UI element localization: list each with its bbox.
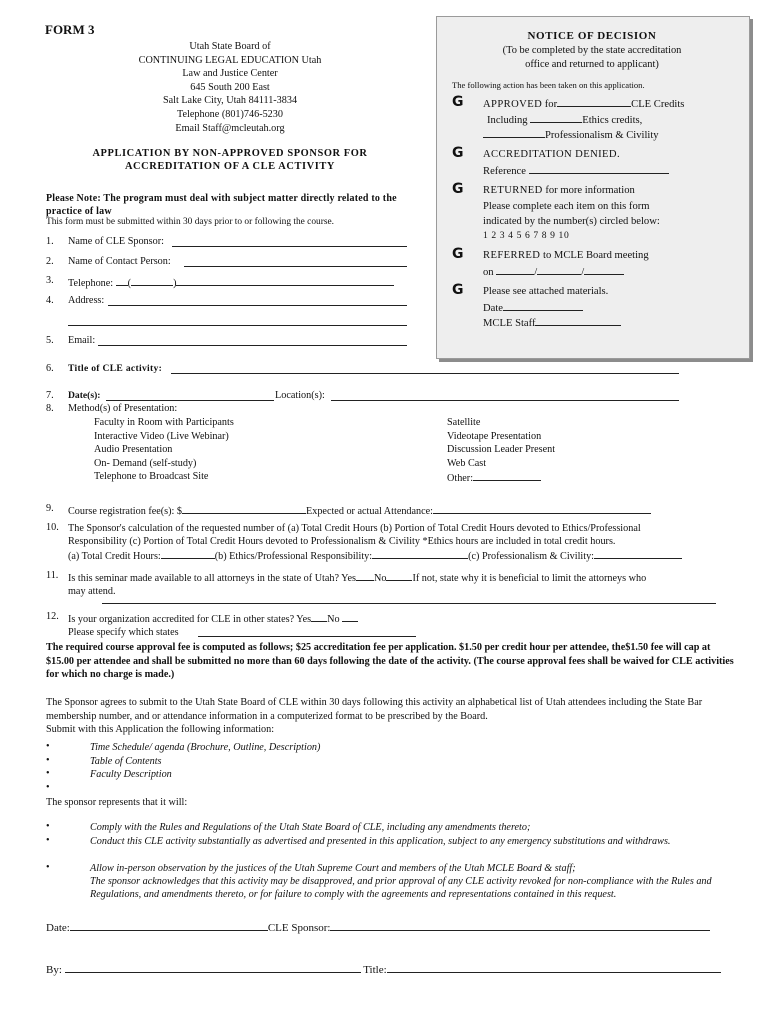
sponsor-acknowledgement: The sponsor acknowledges that this activity may be disapproved, and prior approval of any CLE activity revoked for non-compliance with the Rules and Regulations, and amendments thereto, or for failure to comply with the agreements and representations contained in this request. [90,876,712,901]
presentation-method-label: Method(s) of Presentation: [68,403,178,414]
credit-hours-text [68,522,682,563]
returned-option [483,183,635,199]
header-line: 645 South 200 East [190,81,270,93]
application-title [60,147,400,173]
meeting-year-field[interactable] [584,264,624,275]
approved-option [483,96,684,113]
returned-checkbox[interactable]: G [452,181,464,197]
meeting-day-field[interactable] [537,264,581,275]
statewide-reason-prompt: If not, state why it is beneficial to limit the attorneys who [412,573,647,584]
telephone-row [68,275,394,289]
method-list-right [447,416,555,486]
date-separator: / [534,267,538,278]
signature-title-field[interactable] [387,962,721,973]
statewide-no-field[interactable] [386,570,412,581]
cle-sponsor-field[interactable] [330,920,710,931]
signature-date-row [46,920,710,934]
referred-checkbox[interactable]: G [452,246,464,262]
header-line: Email Staff@mcleutah.org [175,122,285,134]
professionalism-hours-field[interactable] [594,548,682,559]
activity-title-field[interactable] [171,373,679,374]
date-label: Date [483,303,503,314]
represent-item: Comply with the Rules and Regulations of the Utah State Board of CLE, including any amendments thereto; [90,822,531,833]
bullet: • [46,862,50,873]
method-list-left [94,416,234,484]
credit-hours-fields [68,548,682,563]
denied-checkbox[interactable]: G [452,145,464,161]
practice-of-law-note: Please Note: The program must deal with subject matter directly related to the practice of law [46,193,397,217]
referred-option [483,248,649,264]
returned-text: for more information [545,185,635,196]
approved-for-text: for [544,99,558,110]
ethics-credits-label: Ethics credits, [582,115,643,126]
attendance-field[interactable] [433,503,651,514]
decision-subtitle [436,44,748,72]
question-number: 3. [46,275,54,286]
decision-intro: The following action has been taken on this application. [452,80,645,90]
decision-subtitle-line: (To be completed by the state accreditation [502,45,682,56]
represent-item: Allow in-person observation by the justices of the Utah Supreme Court and members of the Utah MCLE Board & staff; [90,863,576,874]
statewide-availability-text [68,570,646,598]
bullet: • [46,835,50,846]
question-number: 5. [46,335,54,346]
mcle-staff-field[interactable] [535,315,621,326]
method-option[interactable]: Faculty in Room with Participants [94,417,234,428]
represent-item: Conduct this CLE activity substantially as advertised and presented in this application, subject to any emergency substitutions and withdraws. [90,836,671,847]
header-line: Law and Justice Center [182,68,278,80]
reference-label: Reference [483,166,526,177]
form-number: FORM 3 [45,22,95,37]
application-title-line: APPLICATION BY NON-APPROVED SPONSOR FOR [92,148,368,159]
referred-label: REFERRED [483,250,541,261]
professionalism-field[interactable] [483,127,545,138]
registration-fee-label: Course registration fee(s): $ [68,506,183,517]
method-option[interactable]: Audio Presentation [94,444,173,455]
question-number: 8. [46,403,54,414]
ethics-hours-label: (b) Ethics/Professional Responsibility: [214,551,373,562]
statewide-question-row [68,570,646,585]
meeting-date-row [483,264,624,281]
reference-row [483,163,669,180]
no-label: No [374,573,387,584]
contact-person-field[interactable] [184,266,407,267]
professionalism-hours-label: (c) Professionalism & Civility: [468,551,595,562]
credit-hours-line: The Sponsor's calculation of the requested number of (a) Total Credit Hours (b) Portion of Total Credit Hours devoted to Ethics/Professional [68,523,641,534]
attached-date-field[interactable] [503,300,583,311]
on-label: on [483,267,494,278]
statewide-question-cont: may attend. [68,586,116,597]
header-line: CONTINUING LEGAL EDUCATION Utah [138,54,322,66]
returned-label: RETURNED [483,185,543,196]
item-numbers[interactable]: 1 2 3 4 5 6 7 8 9 10 [483,230,570,241]
no-label: No [327,614,340,625]
denied-label: ACCREDITATION DENIED [483,149,617,160]
approved-label: APPROVED [483,99,543,110]
decision-subtitle-line: office and returned to applicant) [525,59,659,70]
credit-hours-line: Responsibility (c) Portion of Total Credit Hours devoted to Professionalism & Civility *Ethics hours are included in total credit hours. [68,536,616,547]
cle-sponsor-label: CLE Sponsor: [267,922,331,934]
question-number: 6. [46,363,54,374]
signature-by-row [46,962,721,976]
date-separator: / [581,267,585,278]
address-label: Address: [68,295,105,306]
statewide-yes-field[interactable] [356,570,374,581]
bullet: • [46,741,50,752]
email-label: Email: [68,335,96,346]
mcle-staff-label: MCLE Staff [483,318,536,329]
location-field[interactable] [331,400,679,401]
bullet: • [46,768,50,779]
method-option[interactable]: On- Demand (self-study) [94,457,197,469]
other-states-row [68,611,358,627]
address-field[interactable] [108,305,407,306]
dates-label: Date(s): [68,390,101,401]
mcle-staff-row [483,315,621,332]
question-number: 9. [46,503,54,514]
question-number: 2. [46,256,54,267]
other-states-no-field[interactable] [342,611,358,622]
by-label: By: [46,964,62,976]
specify-states-field[interactable] [198,636,416,637]
other-states-question: Is your organization accredited for CLE in other states? Yes [68,614,312,625]
method-option[interactable]: Other: [447,473,474,484]
bullet: • [46,755,50,766]
attached-checkbox[interactable]: G [452,282,464,298]
sponsor-agreement-text: The Sponsor agrees to submit to the Utah State Board of CLE within 30 days following this activity an alphabetical list of Utah attendees including the State Bar membership number, and or attendance information in a computerized format to be prescribed by the Board. [46,697,703,722]
decision-title: NOTICE OF DECISION [527,30,657,42]
cle-credits-field[interactable] [557,96,631,107]
attached-materials-text: Please see attached materials. [483,286,609,297]
ethics-credits-field[interactable] [530,112,582,123]
submission-deadline-note: This form must be submitted within 30 days prior to or following the course. [46,217,334,227]
signature-date-label: Date: [46,922,70,934]
total-credit-hours-label: (a) Total Credit Hours: [68,551,161,562]
returned-instructions: indicated by the number(s) circled below: [483,216,660,227]
header-line: Salt Lake City, Utah 84111-3834 [162,95,298,107]
board-address-block [110,40,350,135]
question-number: 10. [46,522,59,533]
by-field[interactable] [65,962,361,973]
fees-row [68,503,651,517]
question-number: 12. [46,611,59,622]
other-states-yes-field[interactable] [311,611,327,622]
method-option[interactable]: Telephone to Broadcast Site [94,471,209,482]
approved-checkbox[interactable]: G [452,94,464,110]
method-option[interactable]: Web Cast [447,457,487,469]
application-title-line: ACCREDITATION OF A CLE ACTIVITY [124,161,336,172]
reference-field[interactable] [529,163,669,174]
method-other-row [447,470,555,486]
telephone-field-prefix[interactable] [116,275,128,286]
ethics-hours-field[interactable] [372,548,468,559]
signature-title-label: Title: [363,964,387,976]
cle-credits-label: CLE Credits [631,99,685,110]
header-line: Utah State Board of [189,41,271,52]
total-credit-hours-field[interactable] [161,548,215,559]
including-label: Including [487,115,528,126]
dates-field[interactable] [106,400,274,401]
professionalism-label: Professionalism & Civility [545,130,659,141]
email-field[interactable] [98,345,407,346]
method-option[interactable]: Discussion Leader Present [447,444,556,455]
location-label: Location(s): [275,390,325,401]
submit-info-text: Submit with this Application the following information: [46,724,275,735]
method-option[interactable]: Satellite [447,417,481,428]
statewide-question: Is this seminar made available to all attorneys in the state of Utah? Yes [68,573,357,584]
contact-person-label: Name of Contact Person: [68,256,171,267]
method-option[interactable]: Videotape Presentation [447,430,542,442]
submit-item: Table of Contents [90,756,162,767]
attendance-label: Expected or actual Attendance: [306,506,434,517]
professionalism-row [483,127,659,144]
question-number: 7. [46,390,54,401]
approval-fee-text: The required course approval fee is computed as follows; $25 accreditation fee per application. $1.50 per credit hour per attendee, the$1.50 fee will cap at $15.00 per attendee and shall be submitted no more than 60 days following the date of the activity. (The course approval fees shall be waived for CLE activities for which no charge is made.) [46,642,734,681]
returned-instructions: Please complete each item on this form [483,201,650,212]
sponsor-name-label: Name of CLE Sponsor: [68,236,164,247]
sponsor-represents-text: The sponsor represents that it will: [46,797,188,808]
sponsor-name-field[interactable] [172,246,407,247]
registration-fee-field[interactable] [182,503,306,514]
referred-text: to MCLE Board meeting [543,250,649,261]
meeting-month-field[interactable] [496,264,534,275]
area-code-field[interactable] [131,275,173,286]
question-number: 4. [46,295,54,306]
signature-date-field[interactable] [70,920,268,931]
telephone-number-field[interactable] [176,275,394,286]
method-option[interactable]: Interactive Video (Live Webinar) [94,430,229,442]
header-line: Telephone (801)746-5230 [177,108,283,120]
bullet: • [46,782,50,793]
submit-item: Time Schedule/ agenda (Brochure, Outline, Description) [90,742,321,753]
submit-item: Faculty Description [90,769,172,780]
other-states-text [68,611,358,639]
question-number: 1. [46,236,54,247]
area-code-close: ) [173,278,177,289]
specify-states-label: Please specify which states [68,626,179,638]
area-code-open: ( [127,278,132,289]
activity-title-label: Title of CLE activity: [68,363,163,374]
address-field-line-2[interactable] [68,325,407,326]
bullet: • [46,821,50,832]
denied-option: ACCREDITATION DENIED. [483,149,620,160]
telephone-label: Telephone: [68,278,114,289]
statewide-reason-field[interactable] [102,603,716,604]
question-number: 11. [46,570,59,581]
other-method-field[interactable] [473,470,541,481]
